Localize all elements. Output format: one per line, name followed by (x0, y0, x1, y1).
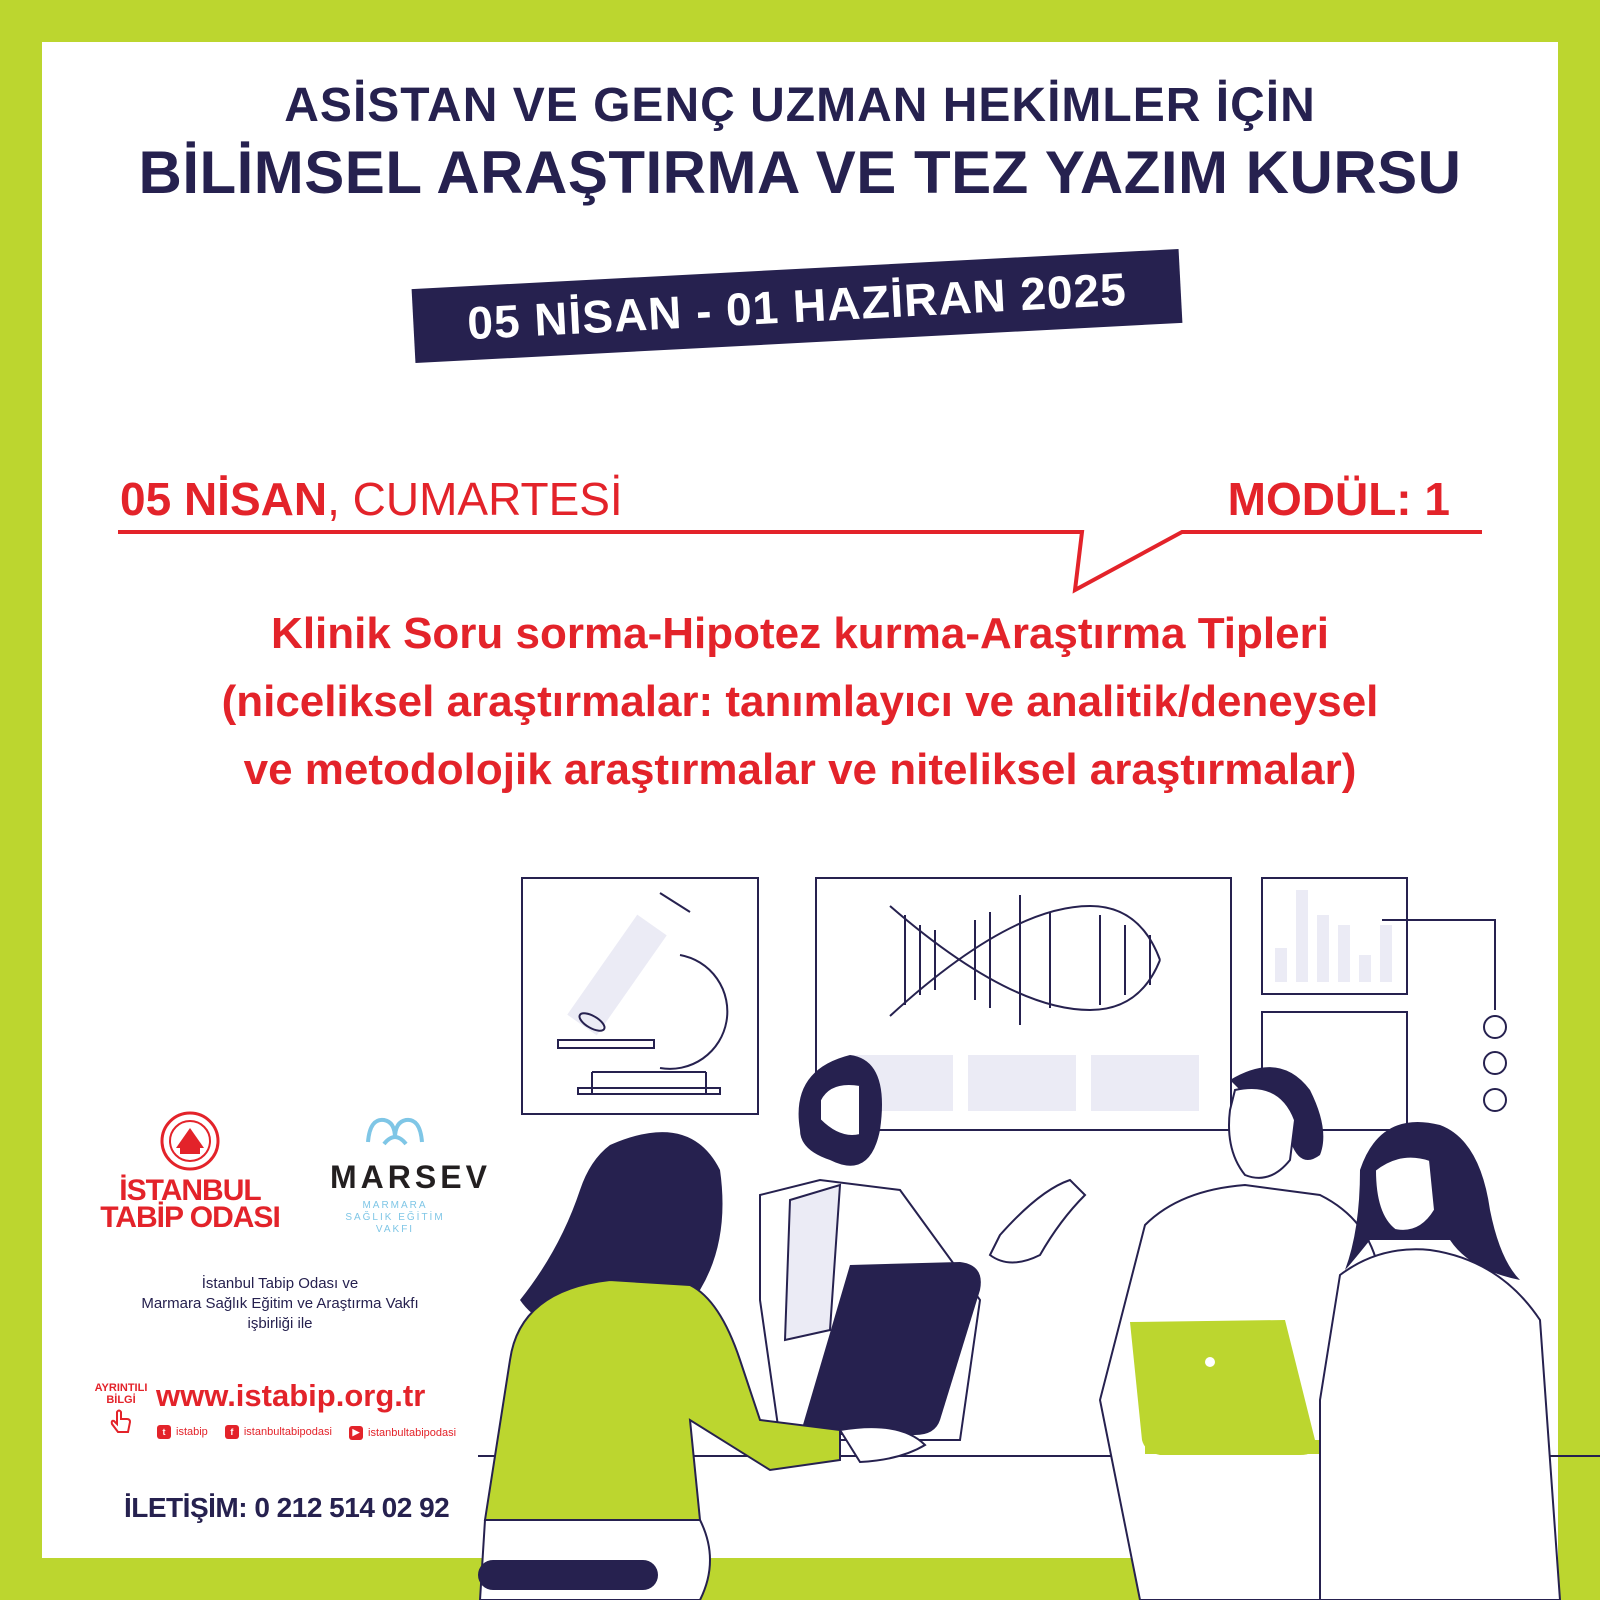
marsev-sub-line: SAĞLIK EĞİTİM (345, 1212, 445, 1223)
ito-name-line: TABİP ODASI (100, 1201, 280, 1234)
partner-line: İstanbul Tabip Odası ve (201, 1275, 359, 1292)
partner-line: işbirliği ile (247, 1315, 313, 1332)
session-topic (100, 600, 1500, 804)
man-with-tablet (760, 1055, 1085, 1440)
module-label: MODÜL: 1 (1227, 473, 1450, 525)
microscope-board (522, 878, 758, 1114)
social-handle: istanbultabipodasi (368, 1426, 457, 1439)
ito-name-line: İSTANBUL (119, 1174, 261, 1207)
detail-label-line: BİLGİ (106, 1394, 136, 1406)
social-link-twitter[interactable] (157, 1425, 208, 1439)
social-handle: istanbultabipodasi (243, 1426, 332, 1438)
social-link-facebook[interactable] (225, 1425, 332, 1439)
marsev-mark-icon (360, 1110, 430, 1150)
topic-line: ve metodolojik araştırmalar ve niteliksel araştırmalar) (243, 745, 1357, 794)
topic-line: (niceliksel araştırmalar: tanımlayıcı ve analitik/deneysel (221, 677, 1379, 726)
ito-seal-icon (100, 1110, 280, 1172)
course-subtitle: ASİSTAN VE GENÇ UZMAN HEKİMLER İÇİN (284, 79, 1316, 132)
facebook-icon: f (225, 1425, 239, 1439)
twitter-icon: t (157, 1425, 171, 1439)
youtube-icon: ▶ (349, 1426, 363, 1440)
social-links (157, 1425, 477, 1443)
session-date-weekday: , CUMARTESİ (327, 473, 623, 525)
detail-info-label (90, 1382, 152, 1437)
topic-line: Klinik Soru sorma-Hipotez kurma-Araştırma Tipleri (271, 609, 1329, 658)
speech-line (0, 0, 1600, 620)
ito-name (100, 1174, 280, 1234)
course-title: BİLİMSEL ARAŞTIRMA VE TEZ YAZIM KURSU (138, 139, 1462, 206)
social-link-youtube[interactable] (349, 1426, 456, 1440)
website-link[interactable]: www.istabip.org.tr (156, 1378, 426, 1413)
social-handle: istabip (176, 1426, 208, 1438)
website-row (90, 1378, 470, 1418)
session-date-day: 05 NİSAN (120, 473, 328, 525)
marsev-sub-line: MARMARA (362, 1200, 428, 1211)
pointing-hand-icon (108, 1408, 134, 1434)
marsev-sub-line: VAKFI (375, 1224, 415, 1235)
date-range-text: 05 NİSAN - 01 HAZİRAN 2025 (466, 262, 1128, 350)
contact-phone: İLETİŞİM: 0 212 514 02 92 (124, 1492, 450, 1523)
marsev-name: MARSEV (330, 1159, 491, 1195)
marsev-logo (330, 1110, 491, 1236)
partner-line: Marmara Sağlık Eğitim ve Araştırma Vakfı (141, 1295, 419, 1312)
woman-right (1320, 1122, 1560, 1600)
istanbul-tabip-odasi-logo (100, 1110, 280, 1234)
partnership-text (90, 1274, 470, 1334)
marsev-subtitle (330, 1200, 460, 1236)
researchers-illustration (440, 860, 1600, 1600)
detail-label-line: AYRINTILI (94, 1382, 148, 1394)
